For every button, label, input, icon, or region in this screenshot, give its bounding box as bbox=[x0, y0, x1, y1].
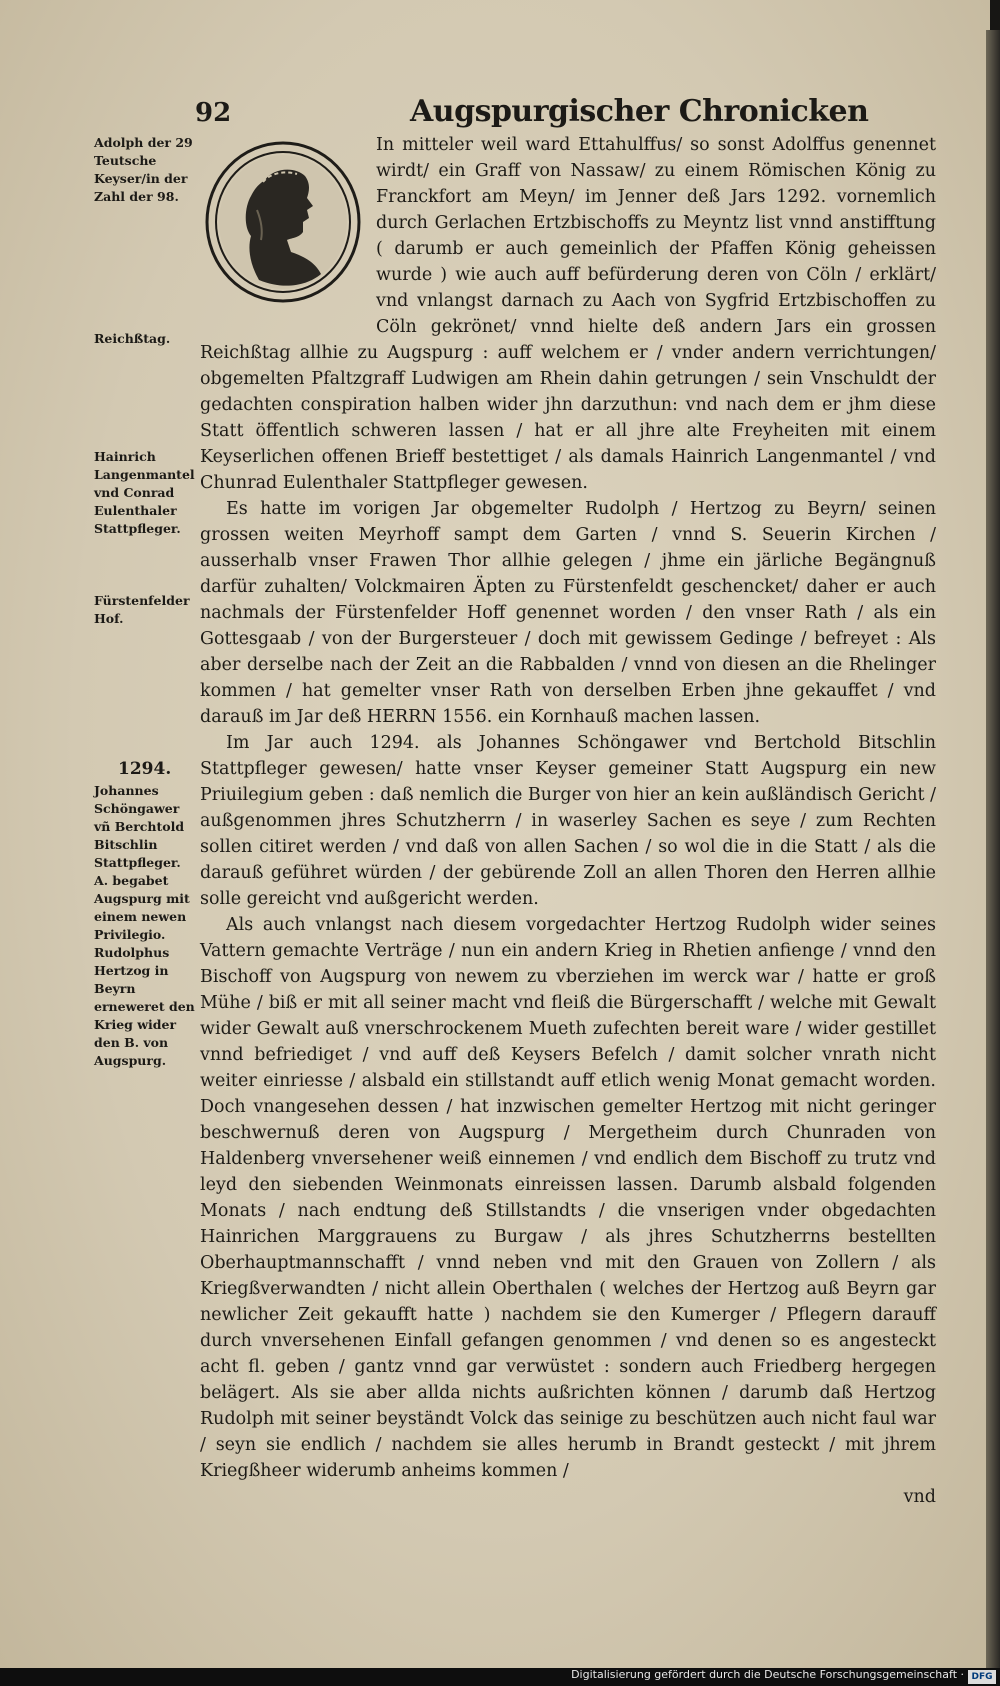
marginal-note-stattpfleger: Hainrich Langenmantel vnd Conrad Eulenthaler Stattpfleger. bbox=[94, 449, 195, 536]
marginal-note-privileg: Johannes Schöngawer vñ Berchtold Bitschlin Stattpfleger. A. begabet Augspurg mit einem newen Privilegio. Rudolphus Hertzog in Beyrn erneweret den Krieg wider den B. von Augspurg. bbox=[94, 783, 195, 1068]
footer-credit: Digitalisierung gefördert durch die Deutsche Forschungsgemeinschaft · bbox=[571, 1668, 964, 1681]
paragraph-privileg: Im Jar auch 1294. als Johannes Schöngawer vnd Bertchold Bitschlin Stattpfleger gewesen/ hatte vnser Keyser gemeiner Statt Augspurg ein new Priuilegium geben : daß nemlich die Burger von hier an kein außländisch Gericht / außgenommen jhres Schutzherrn / in waserley Sachen es seye / zum Rechten sollen citiret werden / vnd daß von allen Sachen / so wol die in die Statt / als die darauß geführet würden / der gebürende Zoll an allen Thoren den Herren allhie solle gereicht vnd außgericht werden. bbox=[200, 733, 936, 909]
page-number: 92 bbox=[195, 98, 232, 128]
running-head-title: Augspurgischer Chronicken bbox=[410, 94, 869, 129]
main-text bbox=[200, 132, 936, 1510]
book-edge bbox=[986, 30, 1000, 1668]
paragraph-adolph: In mitteler weil ward Ettahulffus/ so sonst Adolffus genennet wirdt/ ein Graff von Nassaw/ zu einem Römischen König zu Franckfort am Meyn/ im Jenner deß Jars 1292. vornemlich durch Gerlachen Ertzbischoffs zu Meyntz list vnnd anstifftung ( darumb er auch gemeinlich der Pfaffen König geheissen wurde ) wie auch auff befürderung deren von Cöln / erklärt/ vnd vnlangst darnach zu Aach von Sygfrid Ertzbischoffen zu Cöln gekrönet/ vnnd hielte deß andern Jars ein grossen Reichßtag allhie zu Augspurg : auff welchem er / vnder andern verrichtungen/ obgemelten Pfaltzgraff Ludwigen am Rhein dahin getrungen / sein Vnschuldt der gedachten conspiration halben wider jhn darzuthun: vnd nach dem er jhm diese Statt öffentlich schweren lassen / hat er all jhre alte Freyheiten mit einem Keyserlichen offenen Brieff bestettiget / als damals Hainrich Langenmantel / vnd Chunrad Eulenthaler Stattpfleger gewesen. bbox=[200, 135, 936, 493]
medallion-spacer bbox=[200, 132, 376, 320]
paragraph-meyrhoff: Es hatte im vorigen Jar obgemelter Rudolph / Hertzog zu Beyrn/ seinen grossen weiten Meyrhoff sampt dem Garten / vnnd S. Seuerin Kirchen / ausserhalb vnser Frawen Thor allhie gelegen / jhme ein järliche Begängnuß darfür zuhalten/ Volckmairen Äpten zu Fürstenfeldt geschencket/ daher er auch nachmals der Fürstenfelder Hoff genennet worden / den vnser Rath / als ein Gottesgaab / von der Burgersteuer / doch mit gewissem Gedinge / befreyet : Als aber derselbe nach der Zeit an die Rabbalden / vnnd von diesen an die Rhelinger kommen / hat gemelter vnser Rath von derselben Erben jhne gekauffet / vnd darauß im Jar deß HERRN 1556. ein Kornhauß machen lassen. bbox=[200, 499, 936, 727]
marginal-note-reichstag: Reichßtag. bbox=[94, 331, 171, 346]
paragraph-krieg: Als auch vnlangst nach diesem vorgedachter Hertzog Rudolph wider seines Vattern gemachte Verträge / nun ein andern Krieg in Rhetien anfienge / vnnd den Bischoff von Augspurg von newem zu vberziehen im werck war / hatte er groß Mühe / biß er mit all seiner macht vnd fleiß die Bürgerschafft / welche mit Gewalt wider Gewalt auß vnerschrockenem Mueth zufechten bereit ware / wider gestillet vnnd befriediget / vnd auff deß Keysers Befelch / damit solcher vnrath nicht weiter einriesse / alsbald ein stillstandt auff etlich wenig Monat gemacht worden. Doch vnangesehen dessen / hat inzwischen gemelter Hertzog mit nicht geringer beschwernuß deren von Augspurg / Mergetheim durch Chunraden von Haldenberg vnversehener weiß einnemen / vnd endlich dem Bischoff zu trutz vnd leyd den siebenden Weinmonats einreissen lassen. Darumb alsbald folgenden Monats / nach endtung deß Stillstandts / die vnserigen vnder obgedachten Hainrichen Marggrauens zu Burgaw / als jhres Schutzherrns bestellten Oberhauptmannschafft / vnnd neben vnd mit den Grauen von Zollern / als Kriegßverwandten / nicht allein Oberthalen ( welches der Hertzog auß Beyrn gar newlicher Zeit gekaufft hatte ) nachdem sie den Kumerger / Pflegern darauff durch vnversehenen Einfall gefangen genommen / vnd denen so es angesteckt acht fl. geben / gantz vnnd gar verwüstet : sondern auch Friedberg hergegen belägert. Als sie aber allda nichts außrichten können / darumb daß Hertzog Rudolph mit seiner beyständt Volck das seinige zu beschützen auch nicht faul war / seyn sie endlich / nachdem sie alles herumb in Brandt gesteckt / mit jhrem Kriegßheer widerumb anheims kommen / bbox=[200, 915, 936, 1481]
marginal-note-adolph: Adolph der 29 Teutsche Keyser/in der Zahl der 98. bbox=[94, 135, 193, 204]
marginal-note-year: 1294. bbox=[118, 759, 172, 779]
marginal-note-fuerstenfelder: Fürstenfelder Hof. bbox=[94, 593, 190, 626]
dfg-logo: DFG bbox=[968, 1670, 996, 1684]
footer-bar bbox=[0, 1668, 1000, 1686]
catchword: vnd bbox=[903, 1487, 936, 1507]
